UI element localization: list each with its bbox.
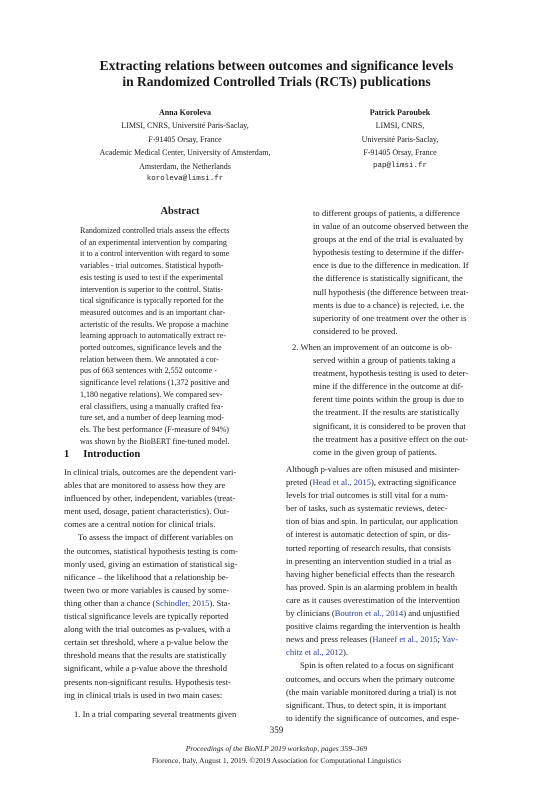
text-line: the difference is statistically significant, the <box>313 273 463 284</box>
text-line: to identify the significance of outcomes, and espe- <box>286 712 460 723</box>
author-affiliation-line: LIMSI, CNRS, <box>375 121 425 131</box>
text-line: nificance – the likelihood that a relationship be- <box>64 571 229 582</box>
text-fragment: ; <box>437 634 442 645</box>
abstract-line: esis testing is used to test if the experimental <box>80 272 224 282</box>
paragraph <box>64 531 274 610</box>
citation-link[interactable]: chitz et al., 2012 <box>286 647 344 658</box>
text-line <box>286 633 494 646</box>
text-line: torted reporting of research results, that consists <box>286 542 451 553</box>
text-line: having higher beneficial effects than the research <box>286 568 455 579</box>
citation-link[interactable]: Schindler, 2015 <box>155 597 210 608</box>
text-line: monly used, giving an estimation of statistical sig- <box>64 558 238 569</box>
abstract-line: ture set, and a number of deep learning mod- <box>80 413 224 423</box>
text-fragment: by clinicians ( <box>286 608 335 619</box>
abstract-line: eral classifiers, using a manually crafted fea- <box>80 401 224 411</box>
text-line: ence is due to the difference in medication. If <box>313 260 469 271</box>
text-line: ment used, dosage, patient characteristics). Out- <box>64 506 230 517</box>
paragraph <box>286 659 494 724</box>
text-line: threshold means that the results are statistically <box>64 650 227 661</box>
author-email: koroleva@limsi.fr <box>146 175 224 184</box>
text-line: has proved. Spin is an alarming problem in health <box>286 581 458 592</box>
author-name: Patrick Paroubek <box>369 108 431 117</box>
citation-link[interactable]: Head et al., 2015 <box>312 477 371 488</box>
text-line: positive claims regarding the intervention is health <box>286 621 461 632</box>
abstract-line: ported outcomes, significance levels and the <box>80 343 222 353</box>
text-line: significant, while a p-value above the threshold <box>64 663 227 674</box>
abstract-line: tical significance is typically reported for the <box>80 296 224 306</box>
text-line: the treatment has a positive effect on the out- <box>313 433 468 444</box>
author-block-2 <box>300 106 500 173</box>
abstract-line: 1,180 negative relations). We compared sev- <box>80 389 223 399</box>
right-column-list-item-1 <box>292 207 492 338</box>
text-line: tween two or more variables is caused by some- <box>64 584 230 595</box>
title-line-2: in Randomized Controlled Trials (RCTs) publications <box>122 74 431 89</box>
paper-title <box>70 58 483 90</box>
text-line: to different groups of patients, a difference <box>313 208 460 218</box>
text-line: superiority of one treatment over the other is <box>313 312 467 323</box>
text-line: influenced by other, independent, variables (treat- <box>64 493 236 504</box>
abstract-line: measured outcomes and is an important char- <box>80 307 226 317</box>
author-affiliation-line: Université Paris-Saclay, <box>361 134 439 144</box>
text-line: ables that are monitored to assess how they are <box>64 480 226 491</box>
text-line: treatment, hypothesis testing is used to deter- <box>313 368 469 379</box>
text-line: In clinical trials, outcomes are the dependent vari- <box>64 467 237 477</box>
abstract-line: significance level relations (1,372 positive and <box>80 378 230 388</box>
abstract-line: it to a control intervention with regard to some <box>80 249 230 259</box>
abstract-line: was shown by the BioBERT fine-tuned model. <box>80 436 230 446</box>
abstract-line: Randomized controlled trials assess the effects <box>80 226 230 235</box>
abstract-line: learning approach to automatically extract re- <box>80 331 226 341</box>
text-line: ments is due to a chance) is rejected, i.e. the <box>313 299 465 310</box>
text-line: ber of tasks, such as systematic reviews, detec- <box>286 503 448 514</box>
abstract-line: pus of 663 sentences with 2,552 outcome - <box>80 366 217 376</box>
section-heading <box>64 449 140 460</box>
text-line <box>286 607 494 620</box>
right-column-list-item-2 <box>292 341 492 459</box>
abstract-line: els. The best performance (F-measure of 94%) <box>80 424 229 434</box>
text-line: certain set threshold, where a p-value below the <box>64 637 229 648</box>
text-fragment: ). <box>343 647 349 658</box>
citation-link[interactable]: Haneef et al., 2015 <box>372 634 438 645</box>
text-line: significant. Thus, to detect spin, it is important <box>286 699 447 710</box>
text-fragment: ) and unjustified <box>403 608 460 619</box>
paragraph-middle <box>286 489 494 607</box>
author-affiliation-line: Amsterdam, the Netherlands <box>139 161 231 171</box>
abstract-line: variables - trial outcomes. Statistical hypoth- <box>80 261 224 271</box>
text-line: considered to be proved. <box>313 325 398 336</box>
text-line: groups at the end of the trial is evaluated by <box>313 234 464 245</box>
paragraph <box>64 466 274 531</box>
text-fragment: ), extracting significance <box>370 477 457 488</box>
text-line: presents non-significant results. Hypothesis test- <box>64 676 231 687</box>
text-line: come in the given group of patients. <box>313 446 437 457</box>
citation-link[interactable]: Boutron et al., 2014 <box>334 608 404 619</box>
text-fragment: ). Sta- <box>209 597 231 608</box>
list-item-2-continuation <box>292 354 492 459</box>
author-email: pap@limsi.fr <box>372 161 427 170</box>
paragraph-continuation <box>64 610 274 702</box>
text-line <box>286 646 494 659</box>
section-number: 1 <box>64 449 70 460</box>
text-line: the outcomes, statistical hypothesis testing is com- <box>64 545 238 556</box>
text-line: levels for trial outcomes is still vital for a num- <box>286 490 449 501</box>
abstract-line: acteristic of the results. We propose a machine <box>80 319 229 329</box>
text-line: outcomes, and occurs when the primary outcome <box>286 673 455 684</box>
text-line: To assess the impact of different variables on <box>78 532 234 543</box>
text-line: care as it causes overestimation of the intervention <box>286 594 460 605</box>
text-line: the treatment. If the results are statistically <box>313 407 460 418</box>
right-column-paragraphs <box>286 463 494 725</box>
text-line: served within a group of patients taking a <box>313 355 456 366</box>
footer <box>0 743 553 767</box>
footer-location: Florence, Italy, August 1, 2019. ©2019 Association for Computational Linguistics <box>151 756 402 765</box>
left-column-text <box>64 466 274 721</box>
text-fragment: news and press releases ( <box>286 634 373 645</box>
text-line: hypothesis testing to determine if the differ- <box>313 247 464 258</box>
list-item-1: 1. In a trial comparing several treatments given <box>74 708 237 719</box>
text-line <box>64 597 274 610</box>
author-block-1 <box>60 106 310 186</box>
text-line: Although p-values are often misused and misinter- <box>286 464 461 474</box>
text-fragment: preted ( <box>286 477 313 488</box>
abstract-heading: Abstract <box>160 206 200 217</box>
text-line: in value of an outcome observed between the <box>313 221 469 232</box>
text-line: in presenting an intervention studied in a trial as <box>286 555 452 566</box>
text-line: along with the trial outcomes as p-values, with a <box>64 624 231 635</box>
text-line: Spin is often related to a focus on significant <box>300 660 454 671</box>
title-line-1: Extracting relations between outcomes and significance levels <box>99 58 454 73</box>
text-line: tion of bias and spin. In particular, our application <box>286 516 458 527</box>
page-number: 359 <box>269 725 284 735</box>
text-line: mine if the difference in the outcome at dif- <box>313 381 464 392</box>
text-line: ing in clinical trials is used in two main cases: <box>64 689 223 700</box>
text-line: of interest is automatic detection of spin, or dis- <box>286 529 451 540</box>
author-name: Anna Koroleva <box>158 108 212 117</box>
list-item-2: 2. When an improvement of an outcome is ob- <box>292 342 452 352</box>
footer-proceedings: Proceedings of the BioNLP 2019 workshop, pages 359–369 <box>185 744 368 753</box>
text-line: (the main variable monitored during a trial) is not <box>286 686 457 697</box>
author-affiliation-line: Academic Medical Center, University of Amsterdam, <box>99 148 271 158</box>
text-line: null hypothesis (the difference between treat- <box>313 286 469 297</box>
abstract-line: relation between them. We annotated a cor- <box>80 354 219 364</box>
abstract-line: intervention is superior to the control. Statis- <box>80 284 224 294</box>
author-affiliation-line: F-91405 Orsay, France <box>363 148 437 158</box>
abstract-body <box>80 225 260 447</box>
section-title: Introduction <box>83 449 141 460</box>
text-line: comes are a central notion for clinical trials. <box>64 519 216 530</box>
text-line: ferent time points within the group is due to <box>313 394 464 405</box>
abstract-line: of an experimental intervention by comparing <box>80 237 227 247</box>
citation-link[interactable]: Yav- <box>441 634 459 645</box>
text-line: significant, it is considered to be proven that <box>313 420 466 431</box>
text-line <box>286 476 494 489</box>
author-affiliation-line: F-91405 Orsay, France <box>148 134 222 144</box>
text-fragment: thing other than a chance ( <box>64 597 156 608</box>
text-line: tistical significance levels are typically reported <box>64 611 229 622</box>
author-affiliation-line: LIMSI, CNRS, Université Paris-Saclay, <box>121 121 249 131</box>
